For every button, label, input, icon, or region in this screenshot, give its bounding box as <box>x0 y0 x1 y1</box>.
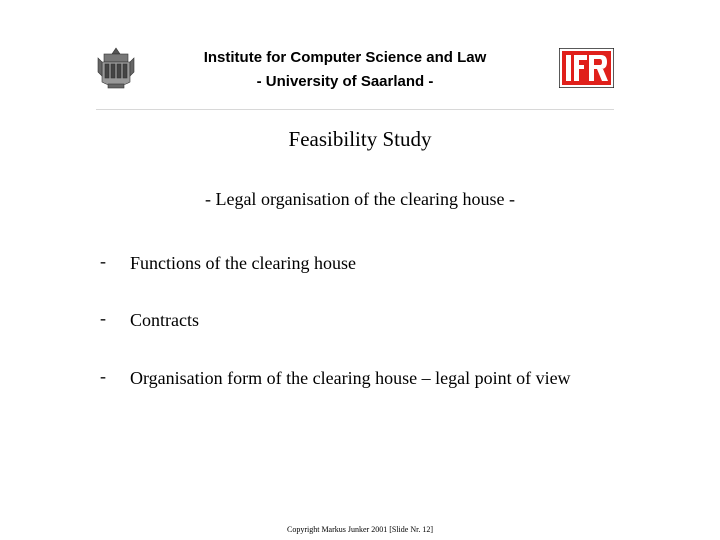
bullet-dash: - <box>100 366 106 386</box>
footer-copyright: Copyright Markus Junker 2001 [Slide Nr. 12] <box>287 525 433 534</box>
bullet-text: Contracts <box>130 310 199 330</box>
university-name: - University of Saarland - <box>256 73 434 90</box>
bullet-dash: - <box>100 251 106 271</box>
page-subtitle: - Legal organisation of the clearing house - <box>204 189 516 209</box>
bullet-dash: - <box>100 308 106 328</box>
university-seal-icon <box>96 46 136 92</box>
header-divider <box>96 109 614 110</box>
bullet-text: Functions of the clearing house <box>130 253 356 273</box>
ifr-logo-icon <box>559 48 614 88</box>
bullet-text: Organisation form of the clearing house – legal point of view <box>130 368 571 388</box>
page-title: Feasibility Study <box>288 127 432 151</box>
institute-name: Institute for Computer Science and Law <box>203 49 487 66</box>
